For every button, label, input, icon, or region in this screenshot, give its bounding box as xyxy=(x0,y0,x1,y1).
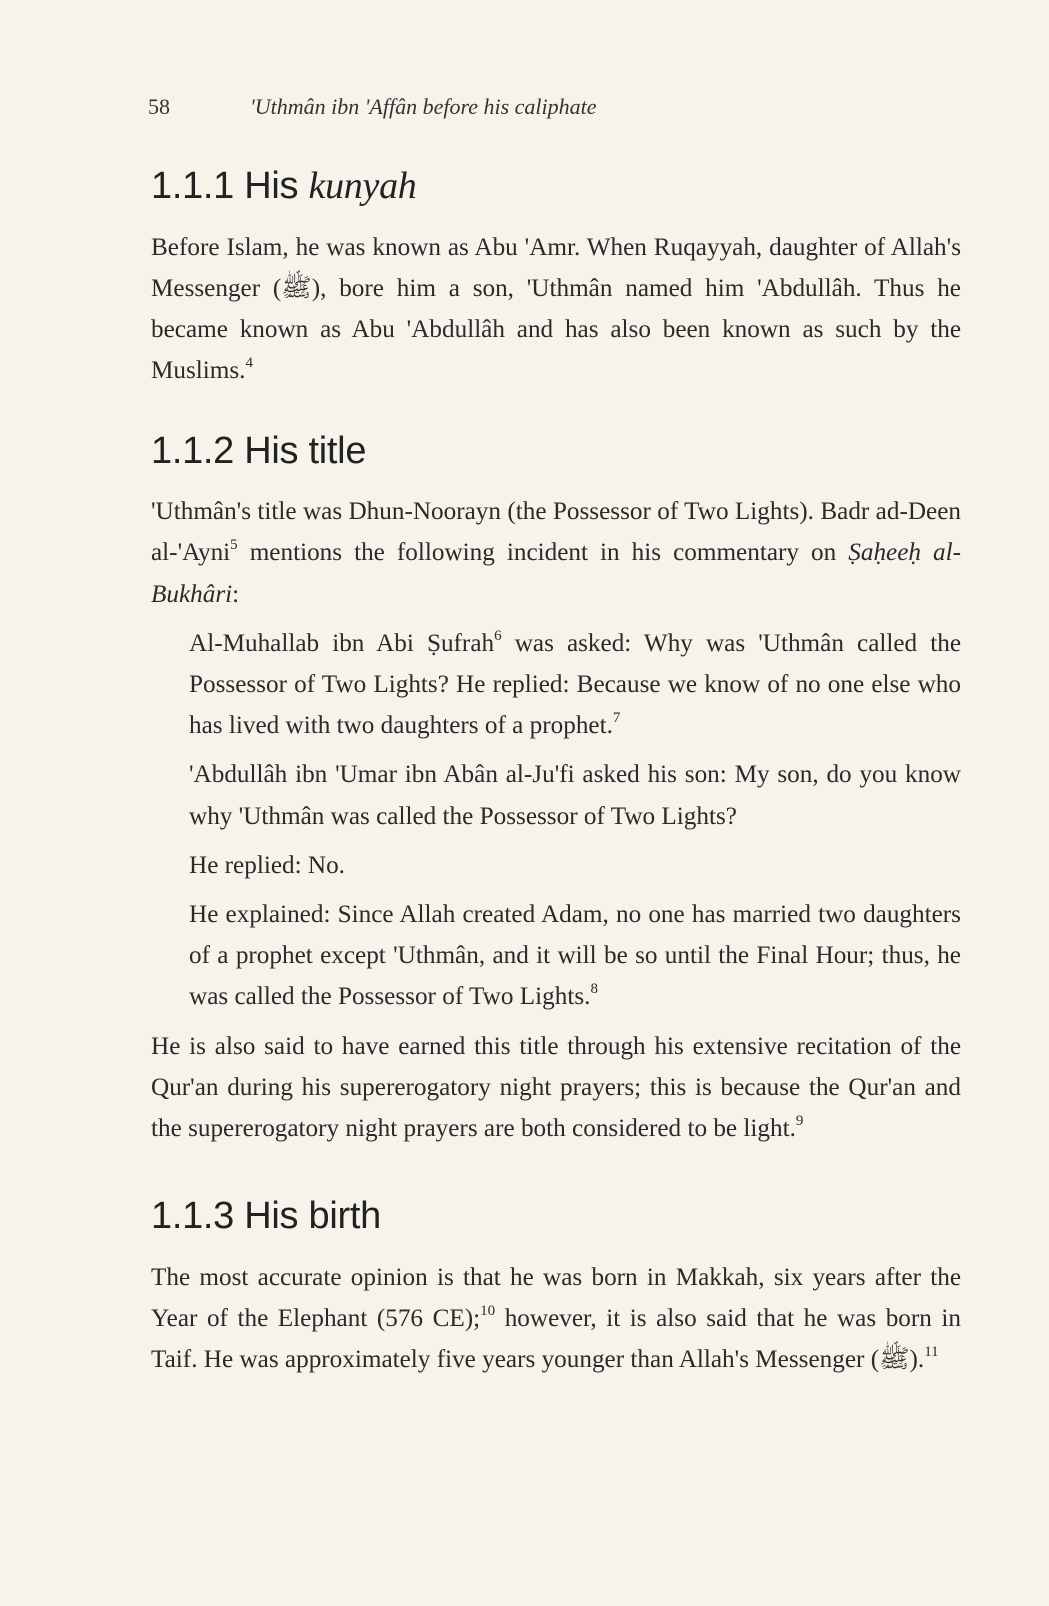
footnote-ref: 4 xyxy=(245,355,253,372)
page-number: 58 xyxy=(148,94,170,119)
footnote-ref: 10 xyxy=(480,1302,496,1319)
block-quote xyxy=(189,623,961,1018)
running-title: 'Uthmân ibn 'Affân before his caliphate xyxy=(250,94,597,119)
paragraph: The most accurate opinion is that he was born in Makkah, six years after the Year of the Elephant (576 CE);$^{10}$ however, it is also said that he was born in Taif. He was approximately five years younger than Allah's Messenger (ﷺ).$^{11}$ xyxy=(151,1263,962,1374)
section-title xyxy=(151,430,961,1150)
section-heading-title: 1.1.2 His title xyxy=(151,429,367,472)
paragraph: He is also said to have earned this title through his extensive recitation of the Qur'an during his supererogatory night prayers; this is because the Qur'an and the supererogatory night prayers are both considered to be light.$^9$ xyxy=(151,1032,961,1143)
section-kunyah xyxy=(151,165,961,392)
footnote-ref: 6 xyxy=(494,627,502,644)
quote-paragraph: He explained: Since Allah created Adam, no one has married two daughters of a prophet except 'Uthmân, and it will be so until the Final Hour; thus, he was called the Possessor of Two Lights.$^8$ xyxy=(189,901,961,1011)
quote-paragraph: Al-Muhallab ibn Abi Ṣufrah$^6$ was asked: Why was 'Uthmân called the Possessor of Two Lights? He replied: Because we know of no one else who has lived with two daughters of a prophet.$^7$ xyxy=(189,627,961,740)
section-heading-kunyah: 1.1.1 His kunyah xyxy=(151,165,417,207)
quote-paragraph: He replied: No. xyxy=(189,851,345,879)
book-title: Ṣaḥeeḥ al-Bukhâri xyxy=(151,539,961,608)
paragraph: Before Islam, he was known as Abu 'Amr. When Ruqayyah, daughter of Allah's Messenger (ﷺ), bore him a son, 'Uthmân named him 'Abdullâh. Thus he became known as Abu 'Abdullâh and has also been known as such by the Muslims.$^4$ xyxy=(151,233,961,385)
footnote-ref: 5 xyxy=(230,537,238,554)
footnote-ref: 8 xyxy=(590,981,598,998)
section-birth xyxy=(151,1195,961,1380)
paragraph: 'Uthmân's title was Dhun-Noorayn (the Possessor of Two Lights). Badr ad-Deen al-'Ayni$^5$ mentions the following incident in his commentary on Ṣaḥeeḥ al-Bukhâri: xyxy=(151,498,961,608)
quote-paragraph: 'Abdullâh ibn 'Umar ibn Abân al-Ju'fi asked his son: My son, do you know why 'Uthmân was called the Possessor of Two Lights? xyxy=(189,761,961,830)
section-heading-birth: 1.1.3 His birth xyxy=(151,1195,381,1238)
footnote-ref: 9 xyxy=(795,1112,804,1129)
footnote-ref: 7 xyxy=(612,709,621,726)
footnote-ref: 11 xyxy=(924,1344,939,1361)
page-content xyxy=(151,165,961,1381)
page-header xyxy=(148,94,597,120)
